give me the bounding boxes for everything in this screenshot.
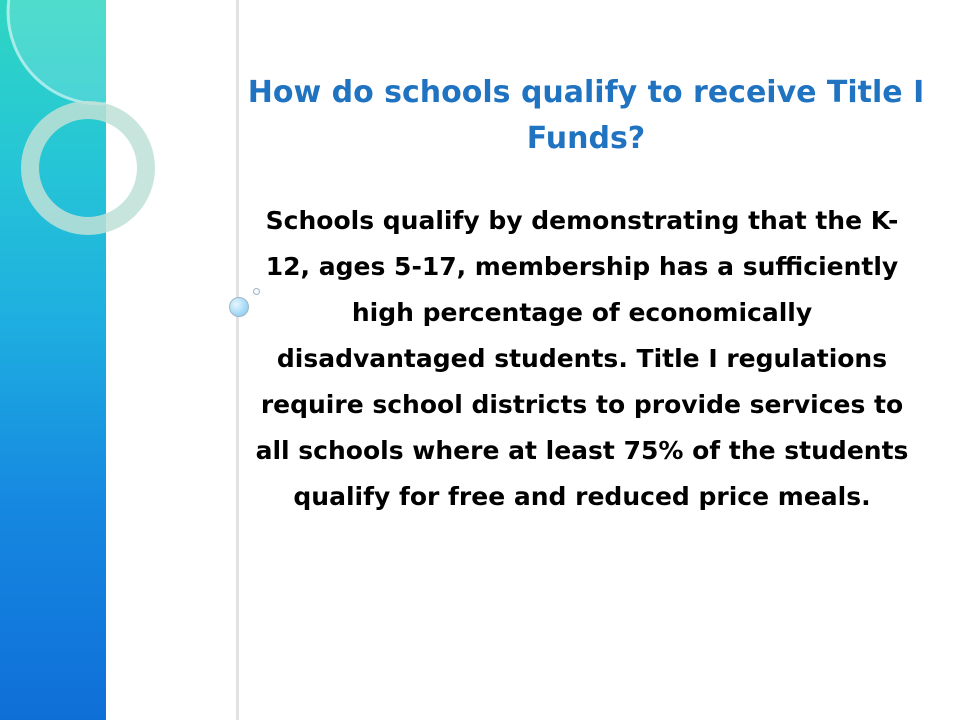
slide-body-text: Schools qualify by demonstrating that the K-12, ages 5-17, membership has a sufficiently high percentage of economically disadvantaged students. Title I regulations require school districts to provide services to all schools where at least 75% of the students qualify for free and reduced price meals. — [255, 206, 909, 511]
slide-title: How do schools qualify to receive Title I Funds? — [247, 75, 925, 156]
decorative-bubble-large — [229, 297, 249, 317]
decorative-rings — [0, 0, 240, 260]
